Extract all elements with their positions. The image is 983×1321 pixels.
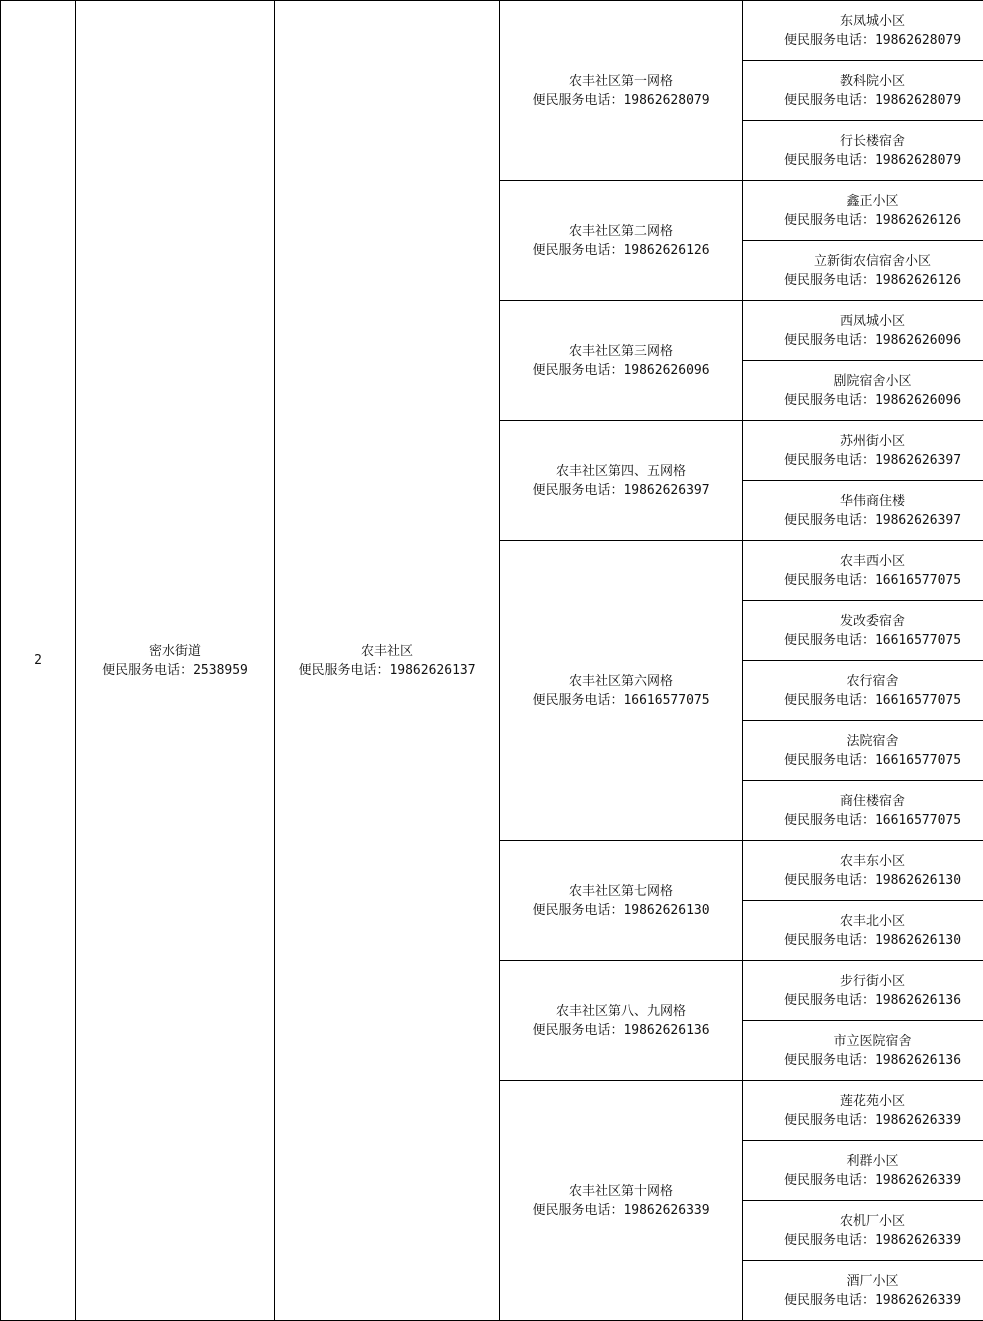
residence-name: 莲花苑小区 bbox=[839, 1093, 905, 1109]
residence-phone: 便民服务电话：19862626339 bbox=[783, 1232, 962, 1248]
residence-cell bbox=[743, 1141, 983, 1201]
table-body bbox=[1, 1, 983, 1321]
residence-phone: 便民服务电话：19862626339 bbox=[783, 1292, 962, 1308]
grid-cell bbox=[500, 301, 743, 421]
grid-cell bbox=[500, 841, 743, 961]
residence-cell bbox=[743, 361, 983, 421]
residence-phone: 便民服务电话：19862628079 bbox=[783, 152, 962, 168]
community-phone: 便民服务电话：19862626137 bbox=[298, 662, 476, 678]
grid-name: 农丰社区第十网格 bbox=[568, 1183, 673, 1199]
grid-name: 农丰社区第六网格 bbox=[568, 673, 673, 689]
grid-cell bbox=[500, 541, 743, 841]
residence-phone: 便民服务电话：19862626130 bbox=[783, 932, 962, 948]
residence-cell bbox=[743, 1261, 983, 1321]
residence-cell bbox=[743, 1081, 983, 1141]
grid-phone: 便民服务电话：19862626096 bbox=[532, 362, 710, 378]
grid-name: 农丰社区第一网格 bbox=[568, 73, 673, 89]
residence-phone: 便民服务电话：19862628079 bbox=[783, 92, 962, 108]
residence-name: 商住楼宿舍 bbox=[839, 793, 905, 809]
grid-phone: 便民服务电话：19862626136 bbox=[532, 1022, 710, 1038]
residence-name: 农丰北小区 bbox=[839, 913, 905, 929]
residence-cell bbox=[743, 241, 983, 301]
table-row bbox=[1, 1, 983, 61]
residence-cell bbox=[743, 1201, 983, 1261]
residence-cell bbox=[743, 781, 983, 841]
residence-name: 农行宿舍 bbox=[846, 673, 899, 689]
residence-phone: 便民服务电话：19862626126 bbox=[783, 272, 962, 288]
grid-name: 农丰社区第八、九网格 bbox=[555, 1003, 686, 1019]
street-name: 密水街道 bbox=[148, 643, 201, 659]
residence-name: 东凤城小区 bbox=[839, 13, 905, 29]
residence-phone: 便民服务电话：19862626096 bbox=[783, 392, 962, 408]
grid-phone: 便民服务电话：19862626397 bbox=[532, 482, 710, 498]
residence-cell bbox=[743, 961, 983, 1021]
residence-name: 教科院小区 bbox=[839, 73, 905, 89]
grid-cell bbox=[500, 961, 743, 1081]
residence-phone: 便民服务电话：16616577075 bbox=[783, 572, 962, 588]
residence-cell bbox=[743, 1021, 983, 1081]
grid-phone: 便民服务电话：19862626339 bbox=[532, 1202, 710, 1218]
residence-name: 剧院宿舍小区 bbox=[833, 373, 912, 389]
residence-name: 农丰东小区 bbox=[839, 853, 905, 869]
residence-name: 立新街农信宿舍小区 bbox=[813, 253, 931, 269]
grid-phone: 便民服务电话：16616577075 bbox=[532, 692, 710, 708]
grid-cell bbox=[500, 1081, 743, 1321]
residence-cell bbox=[743, 481, 983, 541]
residence-cell bbox=[743, 721, 983, 781]
residence-cell bbox=[743, 1, 983, 61]
residence-name: 鑫正小区 bbox=[846, 193, 899, 209]
residence-cell bbox=[743, 121, 983, 181]
residence-cell bbox=[743, 61, 983, 121]
grid-name: 农丰社区第二网格 bbox=[568, 223, 673, 239]
grid-phone: 便民服务电话：19862628079 bbox=[532, 92, 710, 108]
residence-phone: 便民服务电话：19862626136 bbox=[783, 1052, 962, 1068]
residence-phone: 便民服务电话：16616577075 bbox=[783, 752, 962, 768]
grid-phone: 便民服务电话：19862626126 bbox=[532, 242, 710, 258]
residence-phone: 便民服务电话：16616577075 bbox=[783, 812, 962, 828]
community-cell bbox=[275, 1, 500, 1321]
index-cell: 2 bbox=[1, 1, 76, 1321]
grid-phone: 便民服务电话：19862626130 bbox=[532, 902, 710, 918]
grid-name: 农丰社区第七网格 bbox=[568, 883, 673, 899]
residence-name: 华伟商住楼 bbox=[839, 493, 905, 509]
grid-name: 农丰社区第四、五网格 bbox=[555, 463, 686, 479]
residence-cell bbox=[743, 541, 983, 601]
residence-phone: 便民服务电话：16616577075 bbox=[783, 692, 962, 708]
residence-phone: 便民服务电话：19862626126 bbox=[783, 212, 962, 228]
residence-cell bbox=[743, 661, 983, 721]
residence-cell bbox=[743, 181, 983, 241]
residence-cell bbox=[743, 901, 983, 961]
street-cell bbox=[76, 1, 275, 1321]
residence-name: 西凤城小区 bbox=[839, 313, 905, 329]
residence-name: 利群小区 bbox=[846, 1153, 899, 1169]
grid-cell bbox=[500, 1, 743, 181]
residence-phone: 便民服务电话：19862628079 bbox=[783, 32, 962, 48]
residence-name: 行长楼宿舍 bbox=[839, 133, 905, 149]
residence-name: 农丰西小区 bbox=[839, 553, 905, 569]
residence-name: 法院宿舍 bbox=[846, 733, 899, 749]
residence-phone: 便民服务电话：19862626397 bbox=[783, 512, 962, 528]
grid-name: 农丰社区第三网格 bbox=[568, 343, 673, 359]
residence-phone: 便民服务电话：19862626096 bbox=[783, 332, 962, 348]
residence-phone: 便民服务电话：16616577075 bbox=[783, 632, 962, 648]
residence-phone: 便民服务电话：19862626339 bbox=[783, 1172, 962, 1188]
grid-cell bbox=[500, 181, 743, 301]
street-phone: 便民服务电话：2538959 bbox=[102, 662, 248, 678]
community-name: 农丰社区 bbox=[360, 643, 413, 659]
residence-phone: 便民服务电话：19862626339 bbox=[783, 1112, 962, 1128]
residence-cell bbox=[743, 841, 983, 901]
residence-name: 酒厂小区 bbox=[846, 1273, 899, 1289]
residence-name: 苏州街小区 bbox=[839, 433, 905, 449]
grid-cell bbox=[500, 421, 743, 541]
residence-name: 发改委宿舍 bbox=[839, 613, 905, 629]
residence-cell bbox=[743, 601, 983, 661]
residence-cell bbox=[743, 301, 983, 361]
residence-name: 步行街小区 bbox=[839, 973, 905, 989]
residence-cell bbox=[743, 421, 983, 481]
residence-phone: 便民服务电话：19862626136 bbox=[783, 992, 962, 1008]
residence-name: 农机厂小区 bbox=[839, 1213, 905, 1229]
residence-phone: 便民服务电话：19862626397 bbox=[783, 452, 962, 468]
residence-phone: 便民服务电话：19862626130 bbox=[783, 872, 962, 888]
residence-name: 市立医院宿舍 bbox=[833, 1033, 912, 1049]
